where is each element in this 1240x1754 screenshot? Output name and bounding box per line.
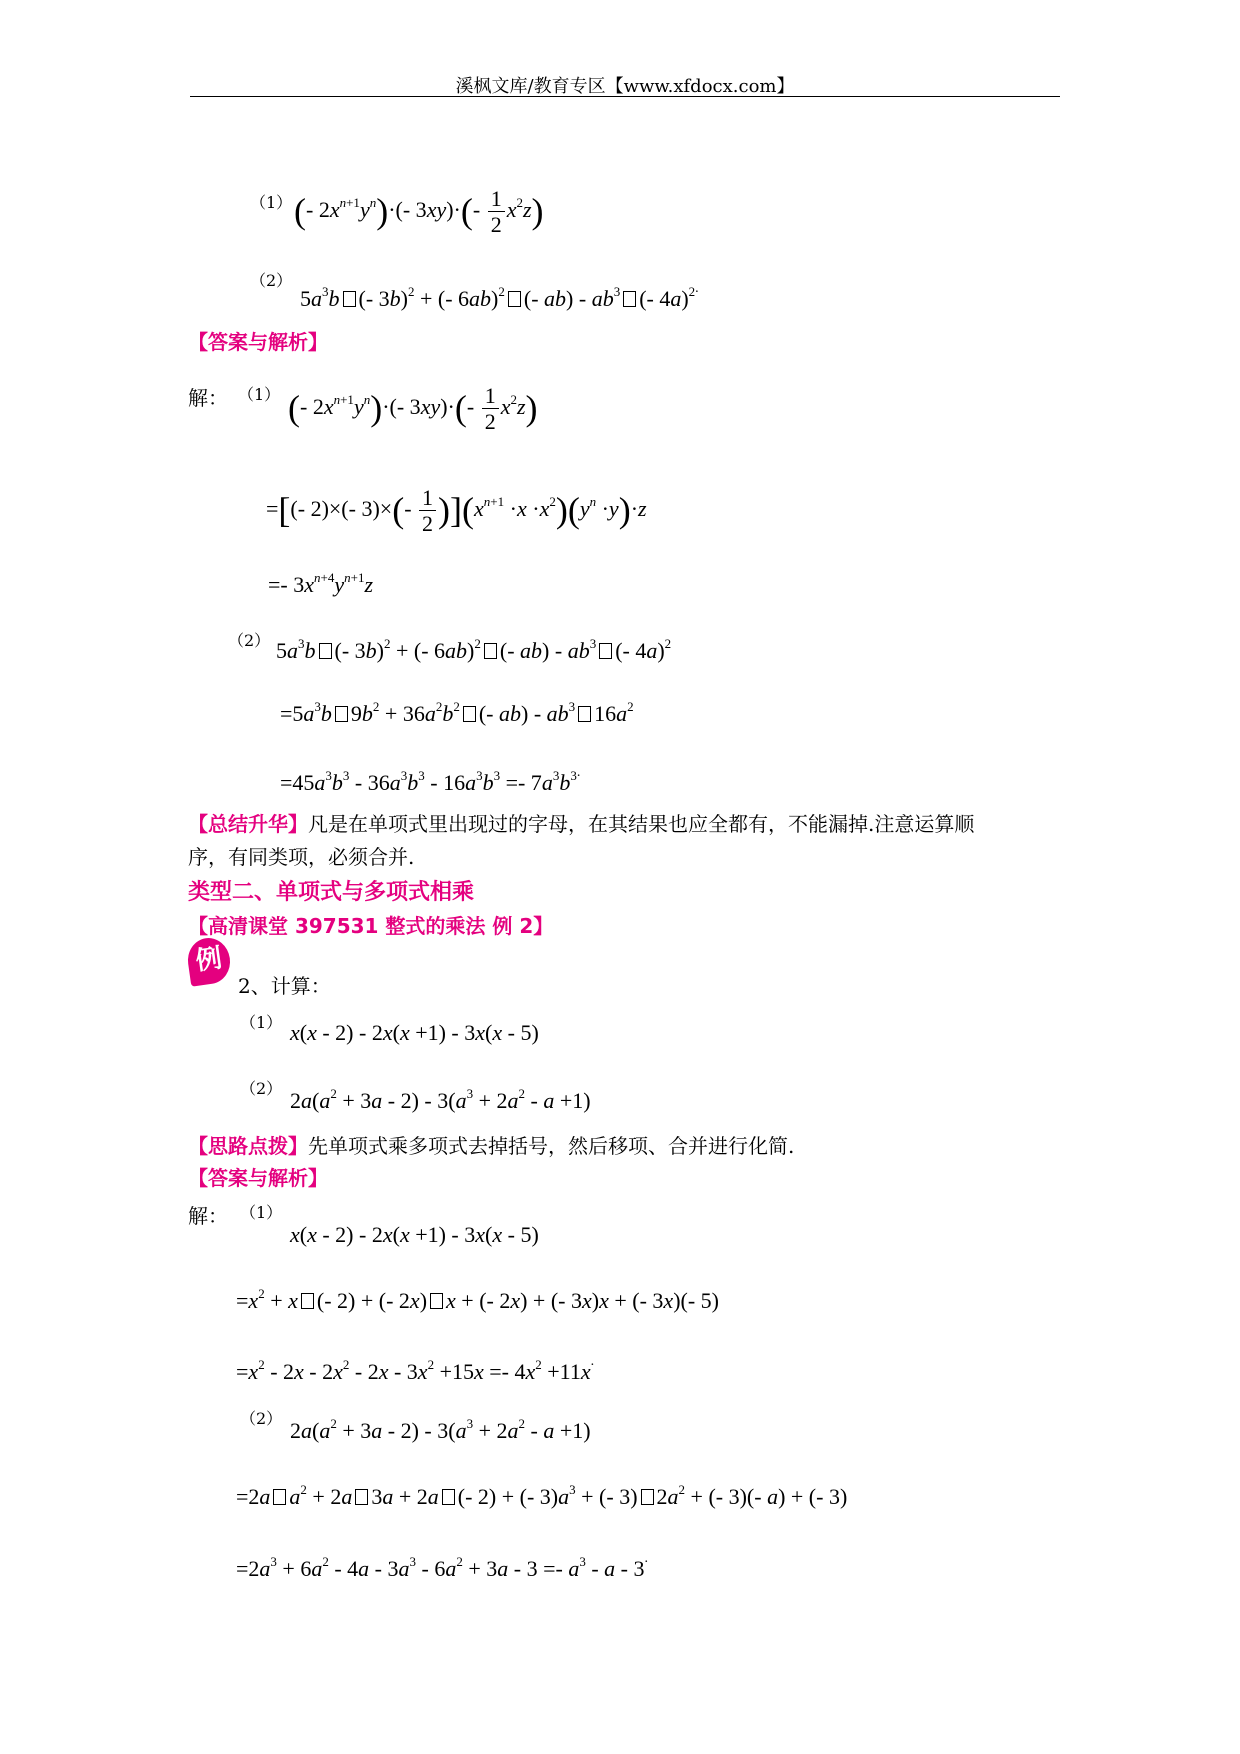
answer1-item2-number: （2） xyxy=(228,631,271,650)
summary-tag: 【总结升华】 xyxy=(188,812,308,836)
section2-title: 类型二、单项式与多项式相乘 xyxy=(188,880,475,905)
answer2-item1-number: （1） xyxy=(240,1203,283,1222)
section2-source: 【高清课堂 397531 整式的乘法 例 2】 xyxy=(188,914,554,938)
answer1-item2-step1: $=5a^3b$ $9b^2 + 36a^2b^2$ (- $ab) - ab^3$ $16a^2$ xyxy=(280,699,634,726)
page-header: 溪枫文库/教育专区【www.xfdocx.com】 xyxy=(455,76,795,97)
answer1-item2-step2: $=45a^3b^3 - 36a^3b^3 - 16a^3b^3 =- 7a^3b^{3.}$ xyxy=(280,765,581,795)
answer1-item1-expression: (- $2x^{n+1}y^n)\cdot(-$ 3xy)·(- $\frac{1}{2}$ $x^2z$) xyxy=(288,383,538,435)
example2-item1-expression: x(x - 2) - 2x(x +1) - 3x(x - 5) xyxy=(290,1020,539,1045)
summary-text-1: 凡是在单项式里出现过的字母，在其结果也应全都有，不能漏掉.注意运算顺 xyxy=(308,812,975,836)
example2-item1-number: （1） xyxy=(240,1013,283,1032)
example2-item2-expression: $2a(a^2 + 3a - 2) - 3(a^3 + 2a^2 - a +1)$ xyxy=(290,1086,591,1113)
problem1-item2-number: （2） xyxy=(250,271,293,290)
answer1-item1-step1: =[(- 2)×(- 3)×(- $\frac{1}{2}$ )]$(x^{n+1} \cdot x \cdot x^2)(y^n \cdot y)\cdot z$ xyxy=(266,485,647,537)
answer2-item2-expression: $2a(a^2 + 3a - 2) - 3(a^3 + 2a^2 - a +1)$ xyxy=(290,1416,591,1443)
answer2-item2-step2: $=2a^3 + 6a^2 - 4a - 3a^3 - 6a^2 + 3a - 3 =- a^3 - a - 3^.$ xyxy=(236,1551,648,1581)
example2-item2-number: （2） xyxy=(240,1079,283,1098)
hint-tag: 【思路点拨】 xyxy=(188,1134,308,1158)
problem1-item1-number: （1） xyxy=(250,193,293,212)
summary-line1 xyxy=(188,808,974,841)
hint-line xyxy=(188,1130,794,1163)
header-divider xyxy=(190,96,1060,97)
answer1-solve-label: 解： xyxy=(188,386,228,410)
answer1-tag: 【答案与解析】 xyxy=(188,330,328,354)
answer2-solve-label: 解： xyxy=(188,1204,228,1228)
answer2-tag: 【答案与解析】 xyxy=(188,1166,328,1190)
answer2-item1-step2: $=x^2 - 2x - 2x^2 - 2x - 3x^2 +15x =- 4x^2 +11x^.$ xyxy=(236,1354,595,1384)
answer2-item2-number: （2） xyxy=(240,1409,283,1428)
example2-intro: 2、计算： xyxy=(238,974,331,998)
answer2-item1-expression: x(x - 2) - 2x(x +1) - 3x(x - 5) xyxy=(290,1222,539,1247)
answer1-item2-expression: $5a^3b$ (- 3b)$^2$ + (- 6ab)$^2$ (- $ab) - ab^3$ (- 4a)$^2$ xyxy=(276,636,672,663)
problem1-item1-expression: (- $2x^{n+1}y^n)\cdot(-$ 3xy)·(- $\frac{1}{2}$ $x^2z$) xyxy=(294,186,544,238)
hint-text: 先单项式乘多项式去掉括号，然后移项、合并进行化简. xyxy=(308,1134,795,1158)
problem1-item2-expression: $5a^3b$ (- 3b)$^2$ + (- 6ab)$^2$ (- $ab) - ab^3$ (- 4a)$^{2.}$ xyxy=(300,281,699,311)
summary-line2: 序，有同类项，必须合并. xyxy=(188,845,415,869)
answer1-item1-number: （1） xyxy=(238,385,281,404)
answer2-item1-step1: $=x^2 + x$ (- 2) + (- 2x) x + (- 2x) + (- 3x)x + (- 3x)(- 5) xyxy=(236,1286,719,1313)
answer1-item1-step2: =- $3x^{n+4}y^{n+1}z$ xyxy=(268,570,374,597)
answer2-item2-step1: =2a $a^2 + 2a$ 3a + 2a (- 2) + (- $3)a^3$ + (- 3) $2a^2$ + (- 3)(- a) + (- 3) xyxy=(236,1482,848,1509)
example-badge: 例 xyxy=(185,935,233,986)
